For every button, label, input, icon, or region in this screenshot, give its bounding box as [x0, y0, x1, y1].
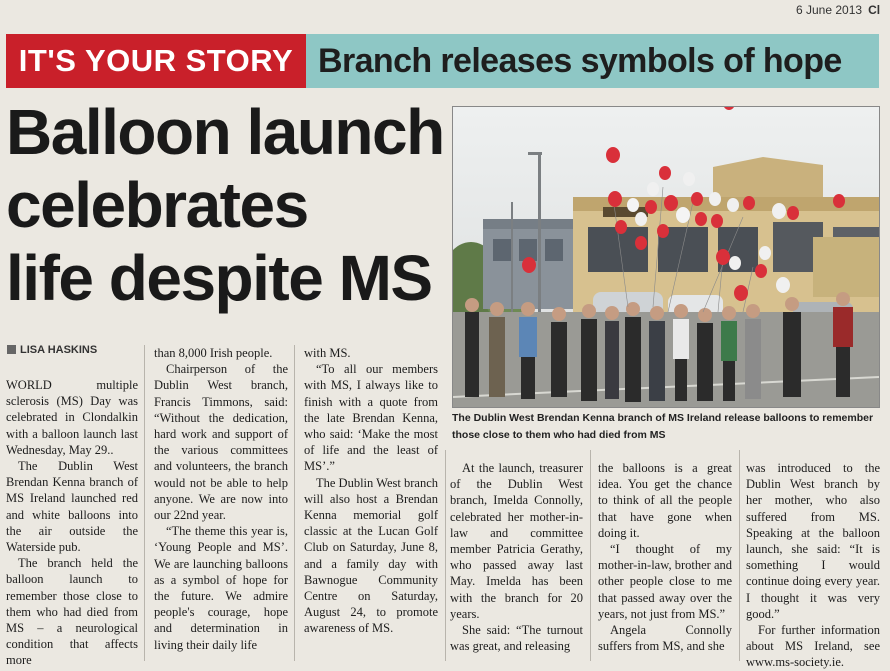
headline-line: life despite MS — [6, 242, 432, 314]
column-rule — [445, 450, 446, 661]
photo-illustration — [453, 107, 879, 407]
paragraph: The Dublin West branch will also host a Brendan Kenna memorial golf classic at the Lucan Golf Club on Saturday, June 8, and a family day with Bawnogue Community Centre on Saturday, August 24, to promote awareness of MS. — [304, 475, 438, 636]
column-rule — [739, 450, 740, 661]
paragraph: For further information about MS Ireland, see www.ms-society.ie. — [746, 623, 880, 670]
article-column-2 — [154, 345, 288, 653]
author-name: LISA HASKINS — [20, 344, 98, 356]
headline-line: Balloon launch — [6, 96, 444, 168]
paragraph: than 8,000 Irish people. — [154, 346, 273, 360]
paragraph: with MS. — [304, 346, 351, 360]
article-column-6 — [746, 460, 880, 671]
column-rule — [590, 450, 591, 661]
headline — [6, 96, 446, 315]
article-column-5 — [598, 460, 732, 654]
story-banner — [6, 34, 879, 88]
article-column-1 — [6, 377, 138, 669]
banner-title: Branch releases symbols of hope — [306, 34, 879, 88]
paragraph: “To all our members with MS, I always like to finish with a quote from the late Brendan Kenna, who said: ‘Make the most of life and the least of MS’.” — [304, 362, 438, 474]
paragraph: “The theme this year is, ‘Young People and MS’. We are launching balloons as a symbol of hope for the future. We admire people's courage, hope and determination in living their daily life — [154, 524, 288, 652]
caption-line: The Dublin West Brendan Kenna branch of MS Ireland release balloons to remember — [452, 412, 874, 424]
paragraph: “I thought of my mother-in-law, brother and other people close to me that passed away over the years, not just from MS.” — [598, 542, 732, 621]
article-column-3 — [304, 345, 438, 637]
paragraph: The Dublin West Brendan Kenna branch of MS Ireland launched red and white balloons into the air outside the Waterside pub. — [6, 459, 138, 555]
byline-marker — [7, 345, 16, 354]
paragraph: Angela Connolly suffers from MS, and she — [598, 623, 732, 654]
paragraph: The branch held the balloon launch to remember those close to them who had died from MS – a neurological condition that affects more — [6, 556, 138, 668]
headline-line: celebrates — [6, 169, 308, 241]
article-column-4 — [450, 460, 583, 654]
paragraph: was introduced to the Dublin West branch by her mother, who also suffered from MS. Speaking at the balloon launch, she said: “It is something I would continue doing every year. I thought it was very good.” — [746, 461, 880, 621]
paragraph: the balloons is a great idea. You get the chance to think of all the people that have gone when doing it. — [598, 461, 732, 540]
caption-line: those close to them who had died from MS — [452, 429, 666, 441]
column-rule — [294, 345, 295, 661]
column-rule — [144, 345, 145, 661]
paragraph: Chairperson of the Dublin West branch, Francis Timmons, said: “Without the dedication, hard work and support of the various committees and volunteers, the branch would not be able to help anyone. We are now into our 22nd year. — [154, 362, 288, 523]
balloon-launch-photo — [452, 106, 880, 408]
byline — [7, 344, 97, 356]
issue-date: 6 June 2013 Cl — [796, 3, 881, 17]
paragraph: At the launch, treasurer of the Dublin West branch, Imelda Connolly, celebrated her mother-in-law and committee member Patricia Gerathy, who passed away last May. Imelda has been with the branch for 20 years. — [450, 461, 583, 621]
photo-caption — [452, 410, 880, 444]
paragraph: WORLD multiple sclerosis (MS) Day was celebrated in Clondalkin with a balloon launch last Wednesday, May 29.. — [6, 378, 138, 457]
section-tag: IT'S YOUR STORY — [6, 34, 306, 88]
paragraph: She said: “The turnout was great, and releasing — [450, 623, 583, 654]
